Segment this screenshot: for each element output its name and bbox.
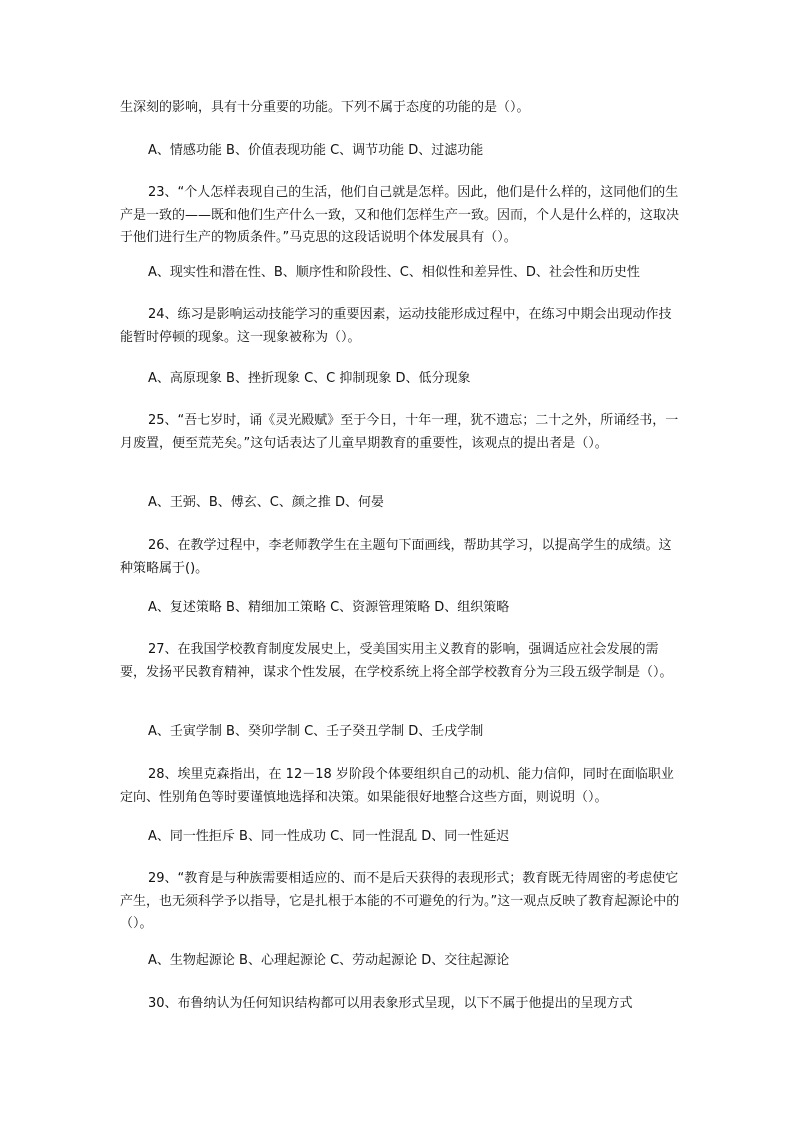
options-24: A、高原现象 B、挫折现象 C、C 抑制现象 D、低分现象 xyxy=(148,371,471,386)
question-23: 23、“个人怎样表现自己的生活，他们自己就是怎样。因此，他们是什么样的，这同他们的生产是一致的——既和他们生产什么一致，又和他们怎样生产一致。因而，个人是什么样的，这取决于他们进行生产的物质条件。”马克思的这段话说明个体发展具有（）。 xyxy=(120,185,680,246)
question-24: 24、练习是影响运动技能学习的重要因素，运动技能形成过程中，在练习中期会出现动作技能暂时停顿的现象。这一现象被称为（）。 xyxy=(120,307,672,345)
options-22: A、情感功能 B、价值表现功能 C、调节功能 D、过滤功能 xyxy=(148,143,484,158)
question-30: 30、布鲁纳认为任何知识结构都可以用表象形式呈现，以下不属于他提出的呈现方式 xyxy=(148,996,633,1011)
options-23: A、现实性和潜在性、B、顺序性和阶段性、C、相似性和差异性、D、社会性和历史性 xyxy=(148,265,640,280)
question-29: 29、“教育是与种族需要相适应的、而不是后天获得的表现形式；教育既无待周密的考虑使它产生，也无须科学予以指导，它是扎根于本能的不可避免的行为。”这一观点反映了教育起源论中的（）。 xyxy=(120,871,680,932)
options-25: A、王弼、B、傅玄、C、颜之推 D、何晏 xyxy=(148,495,385,510)
intro-line: 生深刻的影响，具有十分重要的功能。下列不属于态度的功能的是（）。 xyxy=(120,100,530,115)
options-28: A、同一性拒斥 B、同一性成功 C、同一性混乱 D、同一性延迟 xyxy=(148,829,510,844)
question-28: 28、埃里克森指出，在 12－18 岁阶段个体要组织自己的动机、能力信仰，同时在面临职业定向、性别角色等时要谨慎地选择和决策。如果能很好地整合这些方面，则说明（）。 xyxy=(120,767,674,805)
question-27: 27、在我国学校教育制度发展史上，受美国实用主义教育的影响，强调适应社会发展的需要，发扬平民教育精神，谋求个性发展，在学校系统上将全部学校教育分为三段五级学制是（）。 xyxy=(120,642,673,680)
options-29: A、生物起源论 B、心理起源论 C、劳动起源论 D、交往起源论 xyxy=(148,953,510,968)
question-25: 25、“吾七岁时，诵《灵光殿赋》至于今日，十年一理，犹不遗忘；二十之外，所诵经书，一月废置，便至荒芜矣。”这句话表达了儿童早期教育的重要性，该观点的提出者是（）。 xyxy=(120,413,679,451)
options-27: A、壬寅学制 B、癸卯学制 C、壬子癸丑学制 D、壬戌学制 xyxy=(148,724,484,739)
options-26: A、复述策略 B、精细加工策略 C、资源管理策略 D、组织策略 xyxy=(148,600,510,615)
question-26: 26、在教学过程中，李老师教学生在主题句下面画线，帮助其学习，以提高学生的成绩。这种策略属于()。 xyxy=(120,538,672,576)
